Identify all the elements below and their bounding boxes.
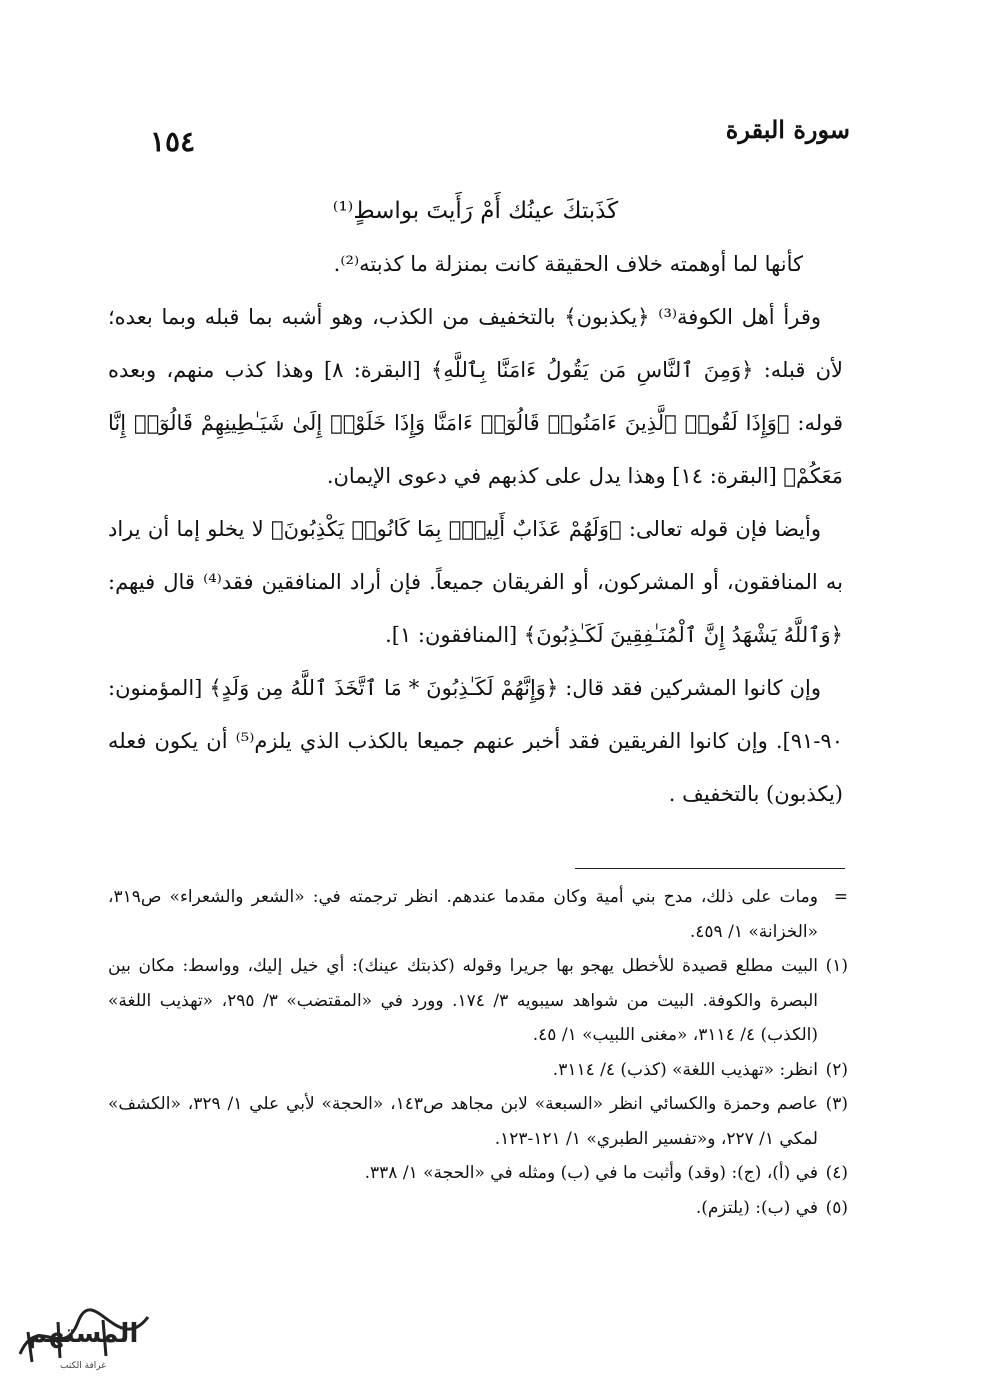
footnote-number: (٤) — [825, 1163, 848, 1183]
footnote-text: في (ب): (يلتزم). — [695, 1197, 818, 1218]
footnote-divider — [575, 868, 845, 869]
footnote-number: (٢) — [825, 1059, 848, 1080]
page-number: ١٥٤ — [150, 125, 196, 158]
footnote-continuation — [108, 880, 848, 949]
footnote-text: في (أ)، (ج): (وقد) وأثبت ما في (ب) ومثله في «الحجة» ١/ ٣٣٨. — [364, 1163, 818, 1183]
footnote-3 — [108, 1087, 848, 1156]
footnote-text: عاصم وحمزة والكسائي انظر «السبعة» لابن مجاهد ص١٤٣، «الحجة» لأبي علي ١/ ٣٢٩، «الكشف» لمكي ١/ ٢٢٧، و«تفسير الطبري» ١/ ١٢١-١٢٣. — [108, 1094, 818, 1149]
footnote-text: انظر: «تهذيب اللغة» (كذب) ٤/ ٣١١٤. — [552, 1059, 818, 1080]
footnotes — [108, 880, 848, 1225]
footnote-5 — [108, 1191, 848, 1226]
paragraph-3: وأيضا فإن قوله تعالى: ﴿وَلَهُمْ عَذَابٌ أَلِيمٌۢ بِمَا كَانُوا۟ يَكْذِبُونَ﴾ لا يخلو إما أن يراد به المنافقون، أو المشركون، أو الفريقان جميعاً. فإن أراد المنافقين فقد⁽⁴⁾ قال فيهم: ﴿وَٱللَّهُ يَشْهَدُ إِنَّ ٱلْمُنَـٰفِقِينَ لَكَـٰذِبُونَ﴾ [المنافقون: ١]. — [108, 517, 843, 647]
page-header — [150, 115, 850, 165]
footnote-1 — [108, 949, 848, 1053]
footnote-number: (٣) — [825, 1094, 848, 1114]
logo-text: المستهم — [27, 1319, 139, 1349]
footnote-4 — [108, 1156, 848, 1191]
paragraph-1: كأنها لما أوهمته خلاف الحقيقة كانت بمنزلة ما كذبته⁽²⁾. — [333, 252, 803, 276]
poetry-verse: كَذَبتكَ عينُك أَمْ رَأَيتَ بواسطٍ⁽¹⁾ — [332, 198, 619, 224]
footnote-number: (١) — [825, 956, 848, 976]
main-text — [108, 185, 843, 821]
logo-subtext: غرافة الكتب — [60, 1361, 106, 1371]
footnote-number: (٥) — [825, 1197, 848, 1218]
paragraph-2: وقرأ أهل الكوفة⁽³⁾ ﴿يكذبون﴾ بالتخفيف من الكذب، وهو أشبه بما قبله وبما بعده؛ لأن قبله: ﴿وَمِنَ ٱلنَّاسِ مَن يَقُولُ ءَامَنَّا بِٱللَّهِ﴾ [البقرة: ٨] وهذا كذب منهم، وبعده قوله: ﴿وَإِذَا لَقُوا۟ ٱلَّذِينَ ءَامَنُوا۟ قَالُوٓا۟ ءَامَنَّا وَإِذَا خَلَوْا۟ إِلَىٰ شَيَـٰطِينِهِمْ قَالُوٓا۟ إِنَّا مَعَكُمْ﴾ [البقرة: ١٤] وهذا يدل على كذبهم في دعوى الإيمان. — [108, 305, 844, 488]
footnote-number: = — [833, 887, 848, 907]
running-title: سورة البقرة — [725, 115, 850, 144]
footnote-text: ومات على ذلك، مدح بني أمية وكان مقدما عندهم. انظر ترجمته في: «الشعر والشعراء» ص٣١٩، «الخزانة» ١/ ٤٥٩. — [108, 887, 818, 942]
footnote-text: البيت مطلع قصيدة للأخطل يهجو بها جريرا وقوله (كذبتك عينك): أي خيل إليك، وواسط: مكان بين البصرة والكوفة. البيت من شواهد سيبويه ٣/ ١٧٤. وورد في «المقتضب» ٣/ ٢٩٥، «تهذيب اللغة» (الكذب) ٤/ ٣١١٤، «مغنى اللبيب» ١/ ٤٥. — [108, 956, 819, 1045]
paragraph-4: وإن كانوا المشركين فقد قال: ﴿وَإِنَّهُمْ لَكَـٰذِبُونَ * مَا ٱتَّخَذَ ٱللَّهُ مِن وَلَدٍ﴾ [المؤمنون: ٩٠-٩١]. وإن كانوا الفريقين فقد أخبر عنهم جميعا بالكذب الذي يلزم⁽⁵⁾ أن يكون فعله (يكذبون) بالتخفيف . — [108, 676, 843, 806]
footnote-2 — [108, 1053, 848, 1088]
publisher-logo-icon — [8, 1292, 158, 1374]
